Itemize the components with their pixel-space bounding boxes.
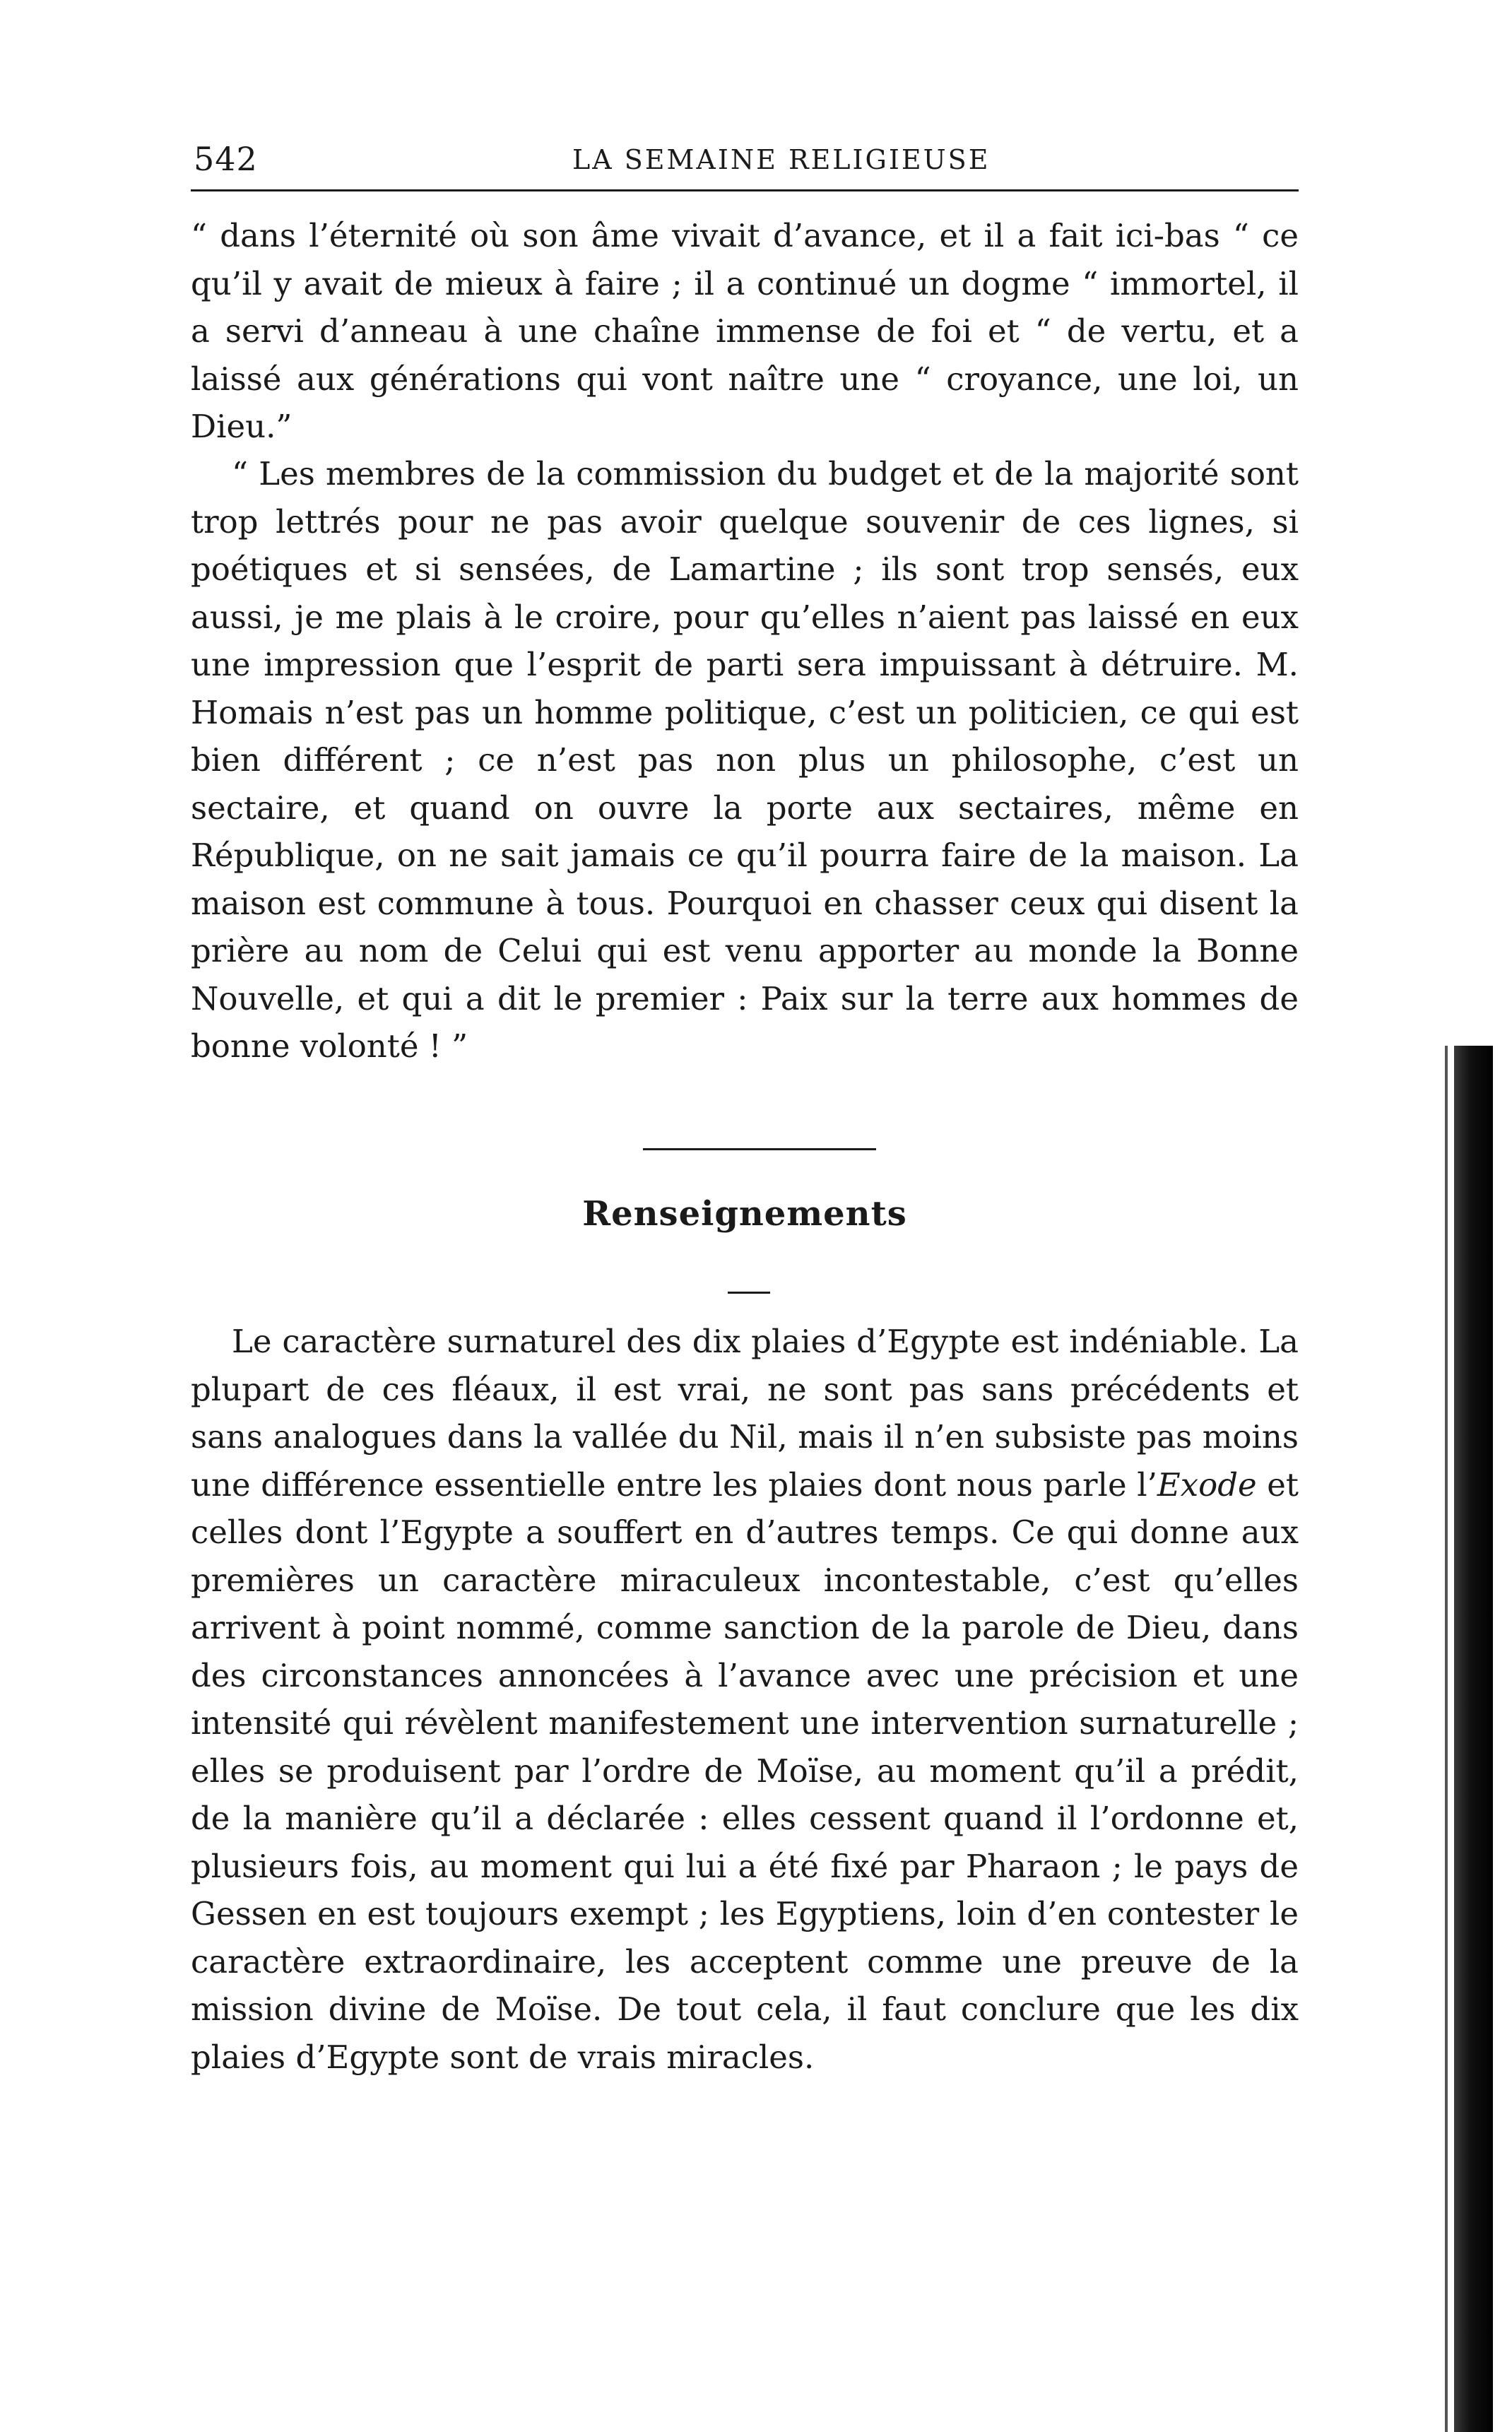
heading-underline [728, 1292, 770, 1294]
section-heading: Renseignements [582, 1194, 907, 1234]
quote-main [191, 450, 1299, 1070]
quote-paragraph-2: “ Les membres de la commission du budget et de la majorité sont trop lettrés pour ne pas avoir quelque souvenir de ces lignes, si poétiques et si sensées, de Lamartine ; ils sont trop sensés, eux aussi, je me plais à le croire, pour qu’elles n’aient pas laissé en eux une impression que l’esprit de parti sera impuissant à détruire. M. Homais n’est pas un homme politique, c’est un politicien, ce qui est bien différent ; ce n’est pas non plus un philosophe, c’est un sectaire, et quand on ouvre la porte aux sectaires, même en République, on ne sait jamais ce qu’il pourra faire de la maison. La maison est commune à tous. Pourquoi en chasser ceux qui disent la prière au nom de Celui qui est venu apporter au monde la Bonne Nouvelle, et qui a dit le premier : Paix sur la terre aux hommes de bonne volonté ! ” [191, 455, 1299, 1065]
running-title: LA SEMAINE RELIGIEUSE [572, 144, 991, 175]
body-text-start: Le caractère surnaturel des dix plaies d’Egypte est indéniable. La plupart de ces fléaux, il est vrai, ne sont pas sans précédents et sans analogues dans la vallée du Nil, mais il n’en subsiste pas moins une différence essentielle entre les plaies dont nous parle l’ [191, 1323, 1299, 1504]
body-text-end: et celles dont l’Egypte a souffert en d’autres temps. Ce qui donne aux premières un caractère miraculeux incontestable, c’est qu’elles arrivent à point nommé, comme sanction de la parole de Dieu, dans des circonstances annoncées à l’avance avec une précision et une intensité qui révèlent manifestement une intervention surnaturelle ; elles se produisent par l’ordre de Moïse, au moment qu’il a prédit, de la manière qu’il a déclarée : elles cessent quand il l’ordonne et, plusieurs fois, au moment qui lui a été fixé par Pharaon ; le pays de Gessen en est toujours exempt ; les Egyptiens, loin d’en contester le caractère extraordinaire, les acceptent comme une preuve de la mission divine de Moïse. De tout cela, il faut conclure que les dix plaies d’Egypte sont de vrais miracles. [191, 1465, 1299, 2076]
page-number: 542 [194, 140, 258, 178]
quote-paragraph-1: “ dans l’éternité où son âme vivait d’avance, et il a fait ici-bas “ ce qu’il y avait de mieux à faire ; il a continué un dogme “ immortel, il a servi d’anneau à une chaîne immense de foi et “ de vertu, et a laissé aux générations qui vont naître une “ croyance, une loi, un Dieu.” [191, 217, 1299, 445]
page-header [191, 126, 1299, 191]
scan-edge-shadow [1454, 1046, 1493, 2432]
section-divider [643, 1148, 876, 1150]
book-title-exode: Exode [1157, 1465, 1257, 1504]
section-body [191, 1318, 1299, 2081]
scan-edge-line [1445, 1046, 1448, 2432]
body-paragraph [191, 1318, 1299, 2081]
quote-continuation [191, 212, 1299, 451]
